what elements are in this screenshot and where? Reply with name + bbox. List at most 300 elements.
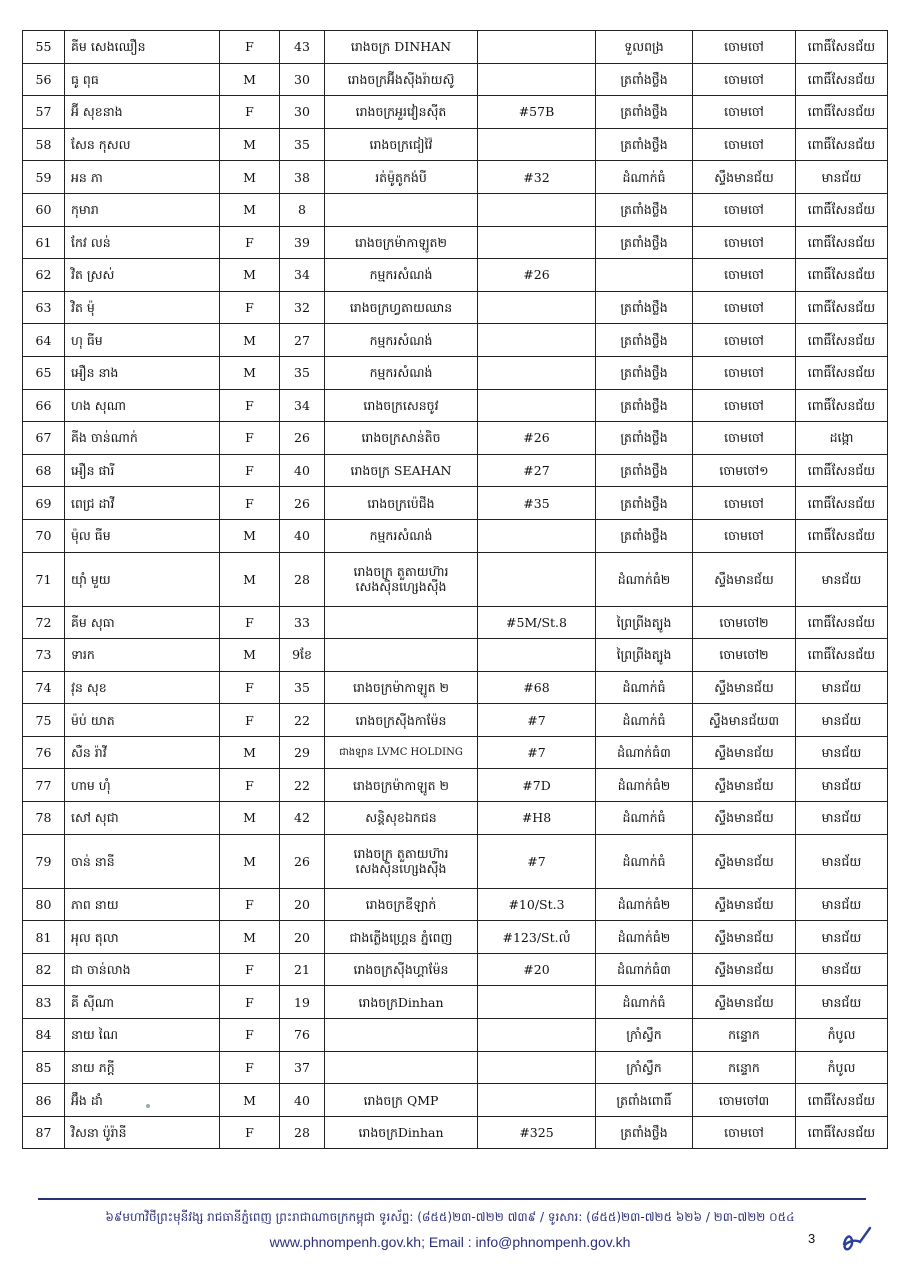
sex-cell: F (220, 986, 280, 1019)
occupation-cell: រោងចក្រ SEAHAN (325, 454, 478, 487)
occupation-cell: កម្មករសំណង់ (325, 324, 478, 357)
house-number-cell: #5M/St.8 (478, 606, 596, 639)
occupation-cell: កម្មករសំណង់ (325, 259, 478, 292)
table-row (23, 921, 888, 954)
stray-ink-dot (146, 1104, 150, 1108)
commune-cell: ចោមចៅ (693, 31, 796, 64)
occupation-cell (325, 1019, 478, 1052)
district-cell: មានជ័យ (796, 769, 888, 802)
village-cell: ត្រពាំងថ្លឹង (596, 193, 693, 226)
house-number-cell (478, 226, 596, 259)
name-cell: នាយ ភក្តី (65, 1051, 220, 1084)
case-list-table-container (22, 30, 887, 1149)
district-cell: កំបូល (796, 1051, 888, 1084)
name-cell: គីង ចាន់ណាក់ (65, 422, 220, 455)
table-row (23, 1019, 888, 1052)
commune-cell: ចោមចៅ (693, 356, 796, 389)
district-cell: ពោធិ៍សែនជ័យ (796, 356, 888, 389)
handwritten-initial-mark (836, 1224, 876, 1256)
commune-cell: ស្ទឹងមានជ័យ (693, 552, 796, 606)
sex-cell: F (220, 226, 280, 259)
district-cell: មានជ័យ (796, 953, 888, 986)
age-cell: 30 (280, 96, 325, 129)
table-row (23, 31, 888, 64)
commune-cell: ចោមចៅ (693, 259, 796, 292)
table-row (23, 802, 888, 835)
house-number-cell: #32 (478, 161, 596, 194)
table-row (23, 291, 888, 324)
village-cell: ដំណាក់ធំ (596, 986, 693, 1019)
table-row (23, 96, 888, 129)
sex-cell: F (220, 769, 280, 802)
age-cell: 33 (280, 606, 325, 639)
row-number-cell: 63 (23, 291, 65, 324)
occupation-cell: កម្មករសំណង់ (325, 519, 478, 552)
occupation-cell: រោងចក្រអួរវៀនស៊ីត (325, 96, 478, 129)
occupation-cell: រោងចក្រស៊ីងហ្គាម៉ែន (325, 953, 478, 986)
sex-cell: M (220, 356, 280, 389)
commune-cell: ស្ទឹងមានជ័យ (693, 888, 796, 921)
age-cell: 35 (280, 128, 325, 161)
district-cell: មានជ័យ (796, 888, 888, 921)
occupation-cell: រោងចក្រម៉ាកាឡូត ២ (325, 671, 478, 704)
village-cell: ត្រពាំងថ្លឹង (596, 128, 693, 161)
name-cell: នាយ ណៃ (65, 1019, 220, 1052)
house-number-cell: #7 (478, 704, 596, 737)
district-cell: មានជ័យ (796, 921, 888, 954)
district-cell: មានជ័យ (796, 161, 888, 194)
village-cell: ដំណាក់ធំ២ (596, 552, 693, 606)
row-number-cell: 75 (23, 704, 65, 737)
age-cell: 40 (280, 454, 325, 487)
age-cell: 26 (280, 487, 325, 520)
occupation-cell: រោងចក្រDinhan (325, 1116, 478, 1149)
table-row (23, 769, 888, 802)
sex-cell: F (220, 389, 280, 422)
row-number-cell: 62 (23, 259, 65, 292)
footer-contact: www.phnompenh.gov.kh; Email : info@phnompenh.gov.kh (269, 1234, 631, 1250)
house-number-cell: #7 (478, 834, 596, 888)
commune-cell: ស្ទឹងមានជ័យ (693, 736, 796, 769)
sex-cell: F (220, 422, 280, 455)
table-row (23, 389, 888, 422)
name-cell: អន ភា (65, 161, 220, 194)
district-cell: មានជ័យ (796, 552, 888, 606)
house-number-cell: #57B (478, 96, 596, 129)
sex-cell: F (220, 1051, 280, 1084)
district-cell: ពោធិ៍សែនជ័យ (796, 606, 888, 639)
table-row (23, 834, 888, 888)
table-row (23, 953, 888, 986)
house-number-cell (478, 128, 596, 161)
village-cell: ត្រពាំងថ្លឹង (596, 454, 693, 487)
row-number-cell: 73 (23, 639, 65, 672)
village-cell: ព្រៃព្រីងត្បូង (596, 639, 693, 672)
village-cell: ត្រពាំងថ្លឹង (596, 226, 693, 259)
sex-cell: M (220, 802, 280, 835)
row-number-cell: 86 (23, 1084, 65, 1117)
sex-cell: M (220, 519, 280, 552)
house-number-cell (478, 324, 596, 357)
district-cell: មានជ័យ (796, 834, 888, 888)
occupation-cell: រោងចក្រប៉េជីង (325, 487, 478, 520)
house-number-cell (478, 639, 596, 672)
name-cell: សឺន រ៉ាវី (65, 736, 220, 769)
house-number-cell (478, 1019, 596, 1052)
age-cell: 76 (280, 1019, 325, 1052)
house-number-cell: #325 (478, 1116, 596, 1149)
commune-cell: ស្ទឹងមានជ័យ (693, 921, 796, 954)
district-cell: ពោធិ៍សែនជ័យ (796, 31, 888, 64)
row-number-cell: 69 (23, 487, 65, 520)
age-cell: 22 (280, 769, 325, 802)
house-number-cell: #26 (478, 259, 596, 292)
name-cell: អឿន នាង (65, 356, 220, 389)
age-cell: 40 (280, 1084, 325, 1117)
sex-cell: M (220, 128, 280, 161)
village-cell: ត្រពាំងពោធិ៍ (596, 1084, 693, 1117)
name-cell: វិត ម៉ុ (65, 291, 220, 324)
age-cell: 37 (280, 1051, 325, 1084)
row-number-cell: 57 (23, 96, 65, 129)
name-cell: សៅ សុជា (65, 802, 220, 835)
village-cell: ត្រពាំងថ្លឹង (596, 96, 693, 129)
commune-cell: ស្ទឹងមានជ័យ (693, 834, 796, 888)
district-cell: ពោធិ៍សែនជ័យ (796, 324, 888, 357)
house-number-cell: #26 (478, 422, 596, 455)
row-number-cell: 72 (23, 606, 65, 639)
row-number-cell: 59 (23, 161, 65, 194)
row-number-cell: 66 (23, 389, 65, 422)
sex-cell: F (220, 606, 280, 639)
sex-cell: F (220, 487, 280, 520)
commune-cell: ចោមចៅ២ (693, 606, 796, 639)
commune-cell: ចោមចៅ (693, 128, 796, 161)
commune-cell: ស្ទឹងមានជ័យ (693, 161, 796, 194)
commune-cell: ចោមចៅ (693, 63, 796, 96)
village-cell: ដំណាក់ធំ២ (596, 769, 693, 802)
village-cell: ដំណាក់ធំ (596, 704, 693, 737)
row-number-cell: 56 (23, 63, 65, 96)
commune-cell: ចោមចៅ (693, 1116, 796, 1149)
occupation-cell: សន្តិសុខឯកជន (325, 802, 478, 835)
house-number-cell (478, 1084, 596, 1117)
age-cell: 28 (280, 552, 325, 606)
district-cell: មានជ័យ (796, 736, 888, 769)
age-cell: 35 (280, 356, 325, 389)
village-cell: ដំណាក់ធំ៣ (596, 953, 693, 986)
sex-cell: F (220, 671, 280, 704)
district-cell: ពោធិ៍សែនជ័យ (796, 454, 888, 487)
commune-cell: កន្ទោក (693, 1051, 796, 1084)
village-cell: ត្រពាំងថ្លឹង (596, 1116, 693, 1149)
commune-cell: ចោមចៅ (693, 519, 796, 552)
name-cell: អុល តុលា (65, 921, 220, 954)
sex-cell: F (220, 291, 280, 324)
name-cell: ហាម ហុំ (65, 769, 220, 802)
row-number-cell: 78 (23, 802, 65, 835)
commune-cell: ចោមចៅ៣ (693, 1084, 796, 1117)
occupation-cell: រោងចក្រអ៊ីងស៊ីងរ៉ាយស៊ូ (325, 63, 478, 96)
table-row (23, 422, 888, 455)
house-number-cell (478, 63, 596, 96)
district-cell: ពោធិ៍សែនជ័យ (796, 193, 888, 226)
sex-cell: F (220, 704, 280, 737)
village-cell: ត្រពាំងថ្លឹង (596, 519, 693, 552)
name-cell: អ៊ឹង ដាំ (65, 1084, 220, 1117)
sex-cell: M (220, 639, 280, 672)
sex-cell: F (220, 454, 280, 487)
village-cell: ត្រពាំងថ្លឹង (596, 63, 693, 96)
occupation-cell: ជាងភ្លើងហ្គ្រេន ភ្នំពេញ (325, 921, 478, 954)
district-cell: មានជ័យ (796, 671, 888, 704)
house-number-cell (478, 519, 596, 552)
sex-cell: M (220, 834, 280, 888)
name-cell: ម៉ប់ យាត (65, 704, 220, 737)
age-cell: 43 (280, 31, 325, 64)
village-cell: ត្រពាំងថ្លឹង (596, 422, 693, 455)
house-number-cell: #123/St.លំ (478, 921, 596, 954)
occupation-cell (325, 1051, 478, 1084)
house-number-cell: #7D (478, 769, 596, 802)
house-number-cell (478, 356, 596, 389)
row-number-cell: 74 (23, 671, 65, 704)
occupation-cell: ជាងឡាន LVMC HOLDING (325, 736, 478, 769)
row-number-cell: 85 (23, 1051, 65, 1084)
commune-cell: ស្ទឹងមានជ័យ (693, 953, 796, 986)
sex-cell: M (220, 63, 280, 96)
age-cell: 28 (280, 1116, 325, 1149)
occupation-cell: រត់ម៉ូតូកង់បី (325, 161, 478, 194)
page-number: 3 (808, 1231, 816, 1246)
sex-cell: M (220, 161, 280, 194)
commune-cell: ស្ទឹងមានជ័យ (693, 769, 796, 802)
district-cell: មានជ័យ (796, 802, 888, 835)
name-cell: សែន កុសល (65, 128, 220, 161)
sex-cell: F (220, 1116, 280, 1149)
house-number-cell (478, 193, 596, 226)
case-list-table (22, 30, 888, 1149)
house-number-cell (478, 31, 596, 64)
age-cell: 34 (280, 389, 325, 422)
age-cell: 22 (280, 704, 325, 737)
district-cell: ពោធិ៍សែនជ័យ (796, 128, 888, 161)
occupation-cell: រោងចក្រសេនចូវ (325, 389, 478, 422)
district-cell: មានជ័យ (796, 704, 888, 737)
district-cell: មានជ័យ (796, 986, 888, 1019)
district-cell: ពោធិ៍សែនជ័យ (796, 63, 888, 96)
commune-cell: ស្ទឹងមានជ័យ (693, 802, 796, 835)
name-cell: វិសនា ប៉ូរ៉ានី (65, 1116, 220, 1149)
name-cell: ពេជ្រ ដាវី (65, 487, 220, 520)
house-number-cell: #7 (478, 736, 596, 769)
table-row (23, 888, 888, 921)
commune-cell: ចោមចៅ (693, 324, 796, 357)
sex-cell: F (220, 31, 280, 64)
age-cell: 21 (280, 953, 325, 986)
case-list-body (23, 31, 888, 1149)
row-number-cell: 71 (23, 552, 65, 606)
row-number-cell: 82 (23, 953, 65, 986)
occupation-cell (325, 639, 478, 672)
table-row (23, 519, 888, 552)
village-cell: ដំណាក់ធំ២ (596, 888, 693, 921)
occupation-cell: រោងចក្រសាន់តិច (325, 422, 478, 455)
age-cell: 9ខែ (280, 639, 325, 672)
occupation-cell: រោងចក្រម៉ាកាឡូត ២ (325, 769, 478, 802)
table-row (23, 487, 888, 520)
district-cell: ពោធិ៍សែនជ័យ (796, 291, 888, 324)
age-cell: 34 (280, 259, 325, 292)
house-number-cell: #35 (478, 487, 596, 520)
age-cell: 30 (280, 63, 325, 96)
name-cell: ទារក (65, 639, 220, 672)
village-cell: ក្រាំស្វឹក (596, 1051, 693, 1084)
table-row (23, 736, 888, 769)
row-number-cell: 60 (23, 193, 65, 226)
commune-cell: ចោមចៅ១ (693, 454, 796, 487)
sex-cell: M (220, 193, 280, 226)
row-number-cell: 61 (23, 226, 65, 259)
village-cell: ត្រពាំងថ្លឹង (596, 356, 693, 389)
table-row (23, 704, 888, 737)
row-number-cell: 58 (23, 128, 65, 161)
name-cell: អ៊ី សុខនាង (65, 96, 220, 129)
age-cell: 19 (280, 986, 325, 1019)
row-number-cell: 81 (23, 921, 65, 954)
commune-cell: កន្ទោក (693, 1019, 796, 1052)
table-row (23, 226, 888, 259)
name-cell: ភាព នាយ (65, 888, 220, 921)
row-number-cell: 64 (23, 324, 65, 357)
table-row (23, 63, 888, 96)
age-cell: 35 (280, 671, 325, 704)
age-cell: 29 (280, 736, 325, 769)
commune-cell: ចោមចៅ (693, 193, 796, 226)
occupation-cell: រោងចក្រឌីឡាក់ (325, 888, 478, 921)
district-cell: ដង្កោ (796, 422, 888, 455)
name-cell: អឿន ផារី (65, 454, 220, 487)
age-cell: 27 (280, 324, 325, 357)
occupation-cell: រោងចក្រ DINHAN (325, 31, 478, 64)
table-row (23, 259, 888, 292)
row-number-cell: 76 (23, 736, 65, 769)
sex-cell: M (220, 324, 280, 357)
occupation-cell: រោងចក្រហ្វតាយឈាន (325, 291, 478, 324)
occupation-cell: រោងចក្រម៉ាកាឡូត២ (325, 226, 478, 259)
village-cell: ត្រពាំងថ្លឹង (596, 291, 693, 324)
occupation-cell: រោងចក្រ តួតាយហ៊ារ សេងស៊ិនហ្សេងស៊ីង (325, 834, 478, 888)
row-number-cell: 87 (23, 1116, 65, 1149)
table-row (23, 1084, 888, 1117)
commune-cell: ស្ទឹងមានជ័យ (693, 671, 796, 704)
table-row (23, 606, 888, 639)
occupation-cell: រោងចក្រ តួតាយហ៊ារ សេងស៊ិនហ្សេងស៊ីង (325, 552, 478, 606)
table-row (23, 1051, 888, 1084)
row-number-cell: 55 (23, 31, 65, 64)
commune-cell: ចោមចៅ (693, 389, 796, 422)
occupation-cell: រោងចក្រ QMP (325, 1084, 478, 1117)
house-number-cell (478, 291, 596, 324)
age-cell: 42 (280, 802, 325, 835)
row-number-cell: 77 (23, 769, 65, 802)
commune-cell: ចោមចៅ២ (693, 639, 796, 672)
commune-cell: ចោមចៅ (693, 487, 796, 520)
table-row (23, 671, 888, 704)
row-number-cell: 84 (23, 1019, 65, 1052)
village-cell: ដំណាក់ធំ៣ (596, 736, 693, 769)
table-row (23, 639, 888, 672)
district-cell: ពោធិ៍សែនជ័យ (796, 1084, 888, 1117)
age-cell: 26 (280, 834, 325, 888)
district-cell: ពោធិ៍សែនជ័យ (796, 639, 888, 672)
row-number-cell: 68 (23, 454, 65, 487)
sex-cell: M (220, 259, 280, 292)
sex-cell: F (220, 96, 280, 129)
name-cell: ហុ ធីម (65, 324, 220, 357)
occupation-cell: រោងចក្រស៊ីងកាម៉ែន (325, 704, 478, 737)
village-cell: ត្រពាំងថ្លឹង (596, 324, 693, 357)
occupation-cell (325, 193, 478, 226)
age-cell: 20 (280, 921, 325, 954)
village-cell: ដំណាក់ធំ (596, 161, 693, 194)
name-cell: ហង សុណា (65, 389, 220, 422)
row-number-cell: 65 (23, 356, 65, 389)
name-cell: កុមារា (65, 193, 220, 226)
commune-cell: ចោមចៅ (693, 422, 796, 455)
sex-cell: M (220, 921, 280, 954)
name-cell: ជា ចាន់លាង (65, 953, 220, 986)
sex-cell: M (220, 552, 280, 606)
name-cell: វិត ស្រស់ (65, 259, 220, 292)
commune-cell: ស្ទឹងមានជ័យ (693, 986, 796, 1019)
name-cell: វុន សុខ (65, 671, 220, 704)
name-cell: គីម សុធា (65, 606, 220, 639)
table-row (23, 128, 888, 161)
house-number-cell (478, 986, 596, 1019)
district-cell: ពោធិ៍សែនជ័យ (796, 259, 888, 292)
sex-cell: M (220, 1084, 280, 1117)
name-cell: ធូ ពុធ (65, 63, 220, 96)
table-row (23, 161, 888, 194)
footer-divider (38, 1198, 866, 1200)
table-row (23, 552, 888, 606)
occupation-cell: រោងចក្រDinhan (325, 986, 478, 1019)
sex-cell: M (220, 736, 280, 769)
house-number-cell (478, 389, 596, 422)
occupation-cell: រោងចក្រជៀវ៉ៃ (325, 128, 478, 161)
house-number-cell: #27 (478, 454, 596, 487)
age-cell: 20 (280, 888, 325, 921)
name-cell: កែវ លន់ (65, 226, 220, 259)
name-cell: ម៉ុល ធីម (65, 519, 220, 552)
house-number-cell (478, 1051, 596, 1084)
row-number-cell: 80 (23, 888, 65, 921)
district-cell: កំបូល (796, 1019, 888, 1052)
commune-cell: ចោមចៅ (693, 96, 796, 129)
district-cell: ពោធិ៍សែនជ័យ (796, 519, 888, 552)
district-cell: ពោធិ៍សែនជ័យ (796, 96, 888, 129)
age-cell: 26 (280, 422, 325, 455)
age-cell: 40 (280, 519, 325, 552)
commune-cell: ចោមចៅ (693, 226, 796, 259)
village-cell: ព្រៃព្រីងត្បូង (596, 606, 693, 639)
row-number-cell: 83 (23, 986, 65, 1019)
district-cell: ពោធិ៍សែនជ័យ (796, 389, 888, 422)
district-cell: ពោធិ៍សែនជ័យ (796, 1116, 888, 1149)
row-number-cell: 70 (23, 519, 65, 552)
row-number-cell: 79 (23, 834, 65, 888)
